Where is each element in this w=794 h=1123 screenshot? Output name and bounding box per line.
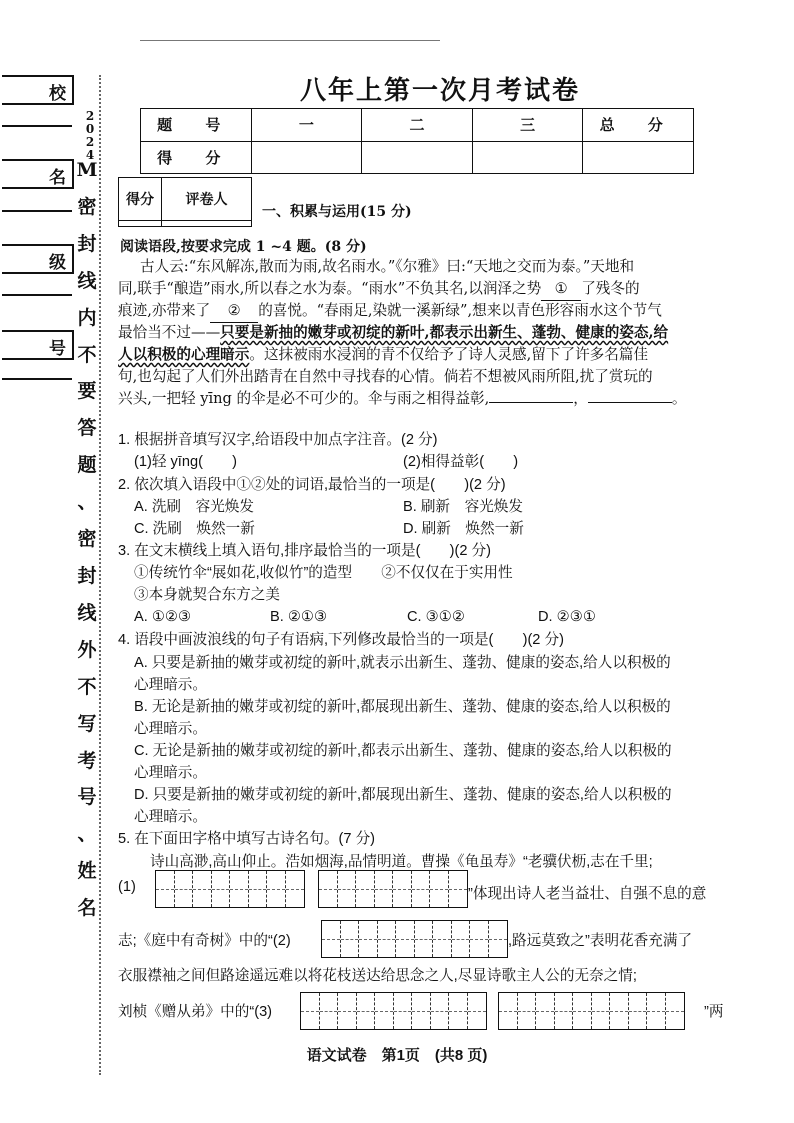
answer-grid[interactable] [300,992,487,1030]
name-field: 名 [2,159,74,189]
question-3-option-d[interactable]: D. ②③① [538,609,596,625]
question-3-option-b[interactable]: B. ②①③ [270,609,328,625]
school-field: 校 [2,75,74,105]
question-4-option-b-cont: 心理暗示。 [134,721,207,737]
passage-line: 兴头,一把轻 yīng 的伞是必不可少的。伞与雨之相得益彰, ， 。 [118,390,687,407]
reading-instruction: 阅读语段,按要求完成 1 ~4 题。(8 分) [120,239,367,255]
score-row-label: 得 分 [141,141,252,174]
answer-grid[interactable] [321,920,508,958]
year-vertical: 2 0 2 4 [85,109,95,162]
question-4-option-a[interactable]: A. 只要是新抽的嫩芽或初绽的新叶,就表示出新生、蓬勃、健康的姿态,给人以积极的 [134,655,671,671]
grader-name-label: 评卷人 [162,178,252,221]
question-5-text: ,路远莫致之”表明花香充满了 [508,933,693,949]
question-4-option-c-cont: 心理暗示。 [134,765,207,781]
question-4-option-d[interactable]: D. 只要是新抽的嫩芽或初绽的新叶,都展现出新生、蓬勃、健康的姿态,给人以积极的 [134,787,672,803]
score-cell-2[interactable] [362,141,473,174]
question-4-option-c[interactable]: C. 无论是新抽的嫩芽或初绽的新叶,都表示出新生、蓬勃、健康的姿态,给人以积极的 [134,743,672,759]
question-5: 5. 在下面田字格中填写古诗名句。(7 分) [118,831,376,847]
school-line [2,125,72,127]
number-field: 号 [2,330,74,360]
question-5-text: ”体现出诗人老当益壮、自强不息的意 [468,886,707,902]
question-1: 1. 根据拼音填写汉字,给语段中加点字注音。(2 分) [118,432,438,448]
name-line [2,210,72,212]
passage-line: 痕迹,亦带来了 ② 的喜悦。“春雨足,染就一溪新绿”,想来以青色形容雨水这个节气 [118,300,662,323]
question-2-option-d[interactable]: D. 刷新 焕然一新 [403,521,524,537]
grader-score-cell[interactable] [119,221,162,227]
question-5-text: 志;《庭中有奇树》中的“(2) [118,933,291,949]
question-5-text: 刘桢《赠从弟》中的“(3) [118,1004,273,1020]
question-5-text: ”两 [704,1004,724,1020]
score-table [140,108,694,174]
answer-grid[interactable] [498,992,685,1030]
page-footer: 语文试卷 第1页 (共8 页) [306,1047,488,1064]
passage-line: 古人云:“东风解冻,散而为雨,故名雨水。”《尔雅》曰:“天地之交而为泰。”天地和 [140,258,635,275]
grader-score-label: 得分 [119,178,162,221]
question-5-text: 衣服襟袖之间但路途遥远难以将花枝送达给思念之人,尽显诗歌主人公的无奈之情; [118,968,637,984]
seal-dotted-line [99,75,101,1075]
score-cell-1[interactable] [251,141,362,174]
wavy-sentence: 只要是新抽的嫩芽或初绽的新叶,都表示出新生、蓬勃、健康的姿态,给 [220,324,669,341]
passage-line: 句,也勾起了人们外出踏青在自然中寻找春的心情。倘若不想被风雨所阻,扰了赏玩的 [118,368,653,385]
question-1-item-2[interactable]: (2)相得益彰( ) [403,454,519,470]
top-rule [140,40,440,41]
blank-1[interactable]: ① [541,278,581,301]
score-header-total: 总 分 [583,109,694,142]
answer-grid[interactable] [155,870,305,908]
question-4-option-a-cont: 心理暗示。 [134,677,207,693]
question-5-text: (1) [118,879,136,895]
question-2-option-a[interactable]: A. 洗刷 容光焕发 [134,499,255,515]
passage-line: 人以积极的心理暗示。这抹被雨水浸润的青不仅给予了诗人灵感,留下了许多名篇佳 [118,346,649,363]
class-field: 级 [2,244,74,274]
score-header-label: 题 号 [141,109,252,142]
question-2: 2. 依次填入语段中①②处的词语,最恰当的一项是( )(2 分) [118,477,506,493]
question-3: 3. 在文末横线上填入语句,排序最恰当的一项是( )(2 分) [118,543,491,559]
passage-line: 最恰当不过——只要是新抽的嫩芽或初绽的新叶,都表示出新生、蓬勃、健康的姿态,给 [118,324,669,341]
class-line [2,294,72,296]
score-header-3: 三 [472,109,583,142]
answer-blank[interactable] [489,402,573,403]
question-2-option-c[interactable]: C. 洗刷 焕然一新 [134,521,255,537]
number-line [2,378,72,380]
question-4-option-b[interactable]: B. 无论是新抽的嫩芽或初绽的新叶,都展现出新生、蓬勃、健康的姿态,给人以积极的 [134,699,671,715]
section-title: 一、积累与运用(15 分) [262,204,412,220]
score-cell-3[interactable] [472,141,583,174]
question-5-text: 诗山高渺,高山仰止。浩如烟海,品情明道。曹操《龟虽寿》“老骥伏枥,志在千里; [150,854,653,870]
grader-name-cell[interactable] [162,221,252,227]
question-4: 4. 语段中画波浪线的句子有语病,下列修改最恰当的一项是( )(2 分) [118,632,564,648]
question-3-sentences: ③本身就契合东方之美 [134,587,280,603]
score-cell-total[interactable] [583,141,694,174]
question-4-option-d-cont: 心理暗示。 [134,809,207,825]
question-3-sentences: ①传统竹伞“展如花,收似竹”的造型 ②不仅仅在于实用性 [134,565,513,581]
blank-2[interactable]: ② [210,300,258,323]
wavy-sentence: 人以积极的心理暗示 [118,346,250,363]
answer-grid[interactable] [318,870,468,908]
seal-warning-vertical: M 密 封 线 内 不 要 答 题 、 密 封 线 外 不 写 考 号 、 姓 名 [76,159,98,920]
question-3-option-c[interactable]: C. ③①② [407,609,465,625]
exam-title: 八年上第一次月考试卷 [300,76,581,106]
question-1-item-1[interactable]: (1)轻 yīng( ) [134,454,237,470]
passage-line: 同,联手“酿造”雨水,所以春之水为泰。“雨水”不负其名,以润泽之势 ① 了残冬的 [118,278,640,301]
answer-blank[interactable] [588,402,672,403]
question-2-option-b[interactable]: B. 刷新 容光焕发 [403,499,524,515]
score-header-2: 二 [362,109,473,142]
score-header-1: 一 [251,109,362,142]
question-3-option-a[interactable]: A. ①②③ [134,609,192,625]
grader-table [118,177,252,227]
